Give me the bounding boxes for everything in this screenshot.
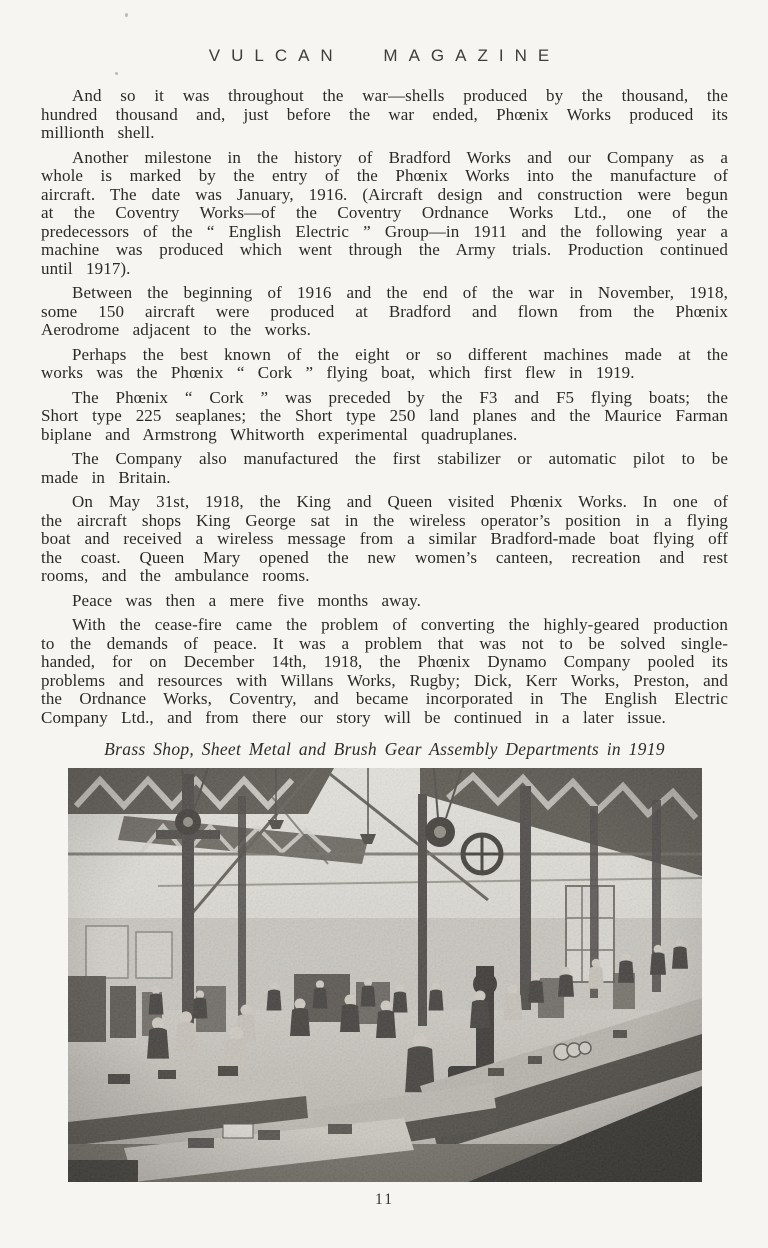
photo-caption: Brass Shop, Sheet Metal and Brush Gear Assembly Departments in 1919 [104, 739, 665, 759]
paragraph: Perhaps the best known of the eight or so different machines made at the works was the Phœnix “ Cork ” flying boat, which first flew in 1919. [41, 344, 728, 382]
scan-speck [125, 13, 128, 17]
factory-photo [68, 768, 702, 1182]
paragraph: With the cease-fire came the problem of converting the highly-geared production to the demands of peace. It was a problem that was not to be solved single-handed, for on December 14th, 1918, the Phœnix Dynamo Company pooled its problems and resources with Willans Works, Rugby; Dick, Kerr Works, Preston, and the Ordnance Works, Coventry, and became incorporated in The English Electric Company Ltd., and from there our story will be continued in a later issue. [41, 615, 728, 727]
paragraph: Between the beginning of 1916 and the end of the war in November, 1918, some 150 aircraft were produced at Bradford and flown from the Phœnix Aerodrome adjacent to the works. [41, 283, 728, 339]
paragraph: The Phœnix “ Cork ” was preceded by the F3 and F5 flying boats; the Short type 225 seaplanes; the Short type 250 land planes and the Maurice Farman biplane and Armstrong Whitworth experimental quadruplanes. [41, 387, 728, 444]
page-footer [41, 1191, 728, 1209]
factory-photo-illustration [68, 768, 702, 1182]
paragraph: On May 31st, 1918, the King and Queen visited Phœnix Works. In one of the aircraft shops King George sat in the wireless operator’s position in a flying boat and received a wireless message from a similar Bradford-made boat flying off the coast. Queen Mary opened the new women’s canteen, recreation and rest rooms, and the ambulance rooms. [41, 492, 728, 585]
page-number: 11 [375, 1191, 394, 1208]
scan-speck [115, 72, 118, 75]
photo-figure [41, 739, 728, 1182]
paragraph: The Company also manufactured the first stabilizer or automatic pilot to be made in Britain. [41, 449, 728, 487]
paragraph: And so it was throughout the war—shells produced by the thousand, the hundred thousand and, just before the war ended, Phœnix Works produced its millionth shell. [41, 86, 728, 142]
magazine-title: VULCAN MAGAZINE [208, 46, 561, 65]
page-header [41, 47, 728, 64]
paragraph: Another milestone in the history of Bradford Works and our Company as a whole is marked by the entry of the Phœnix Works into the manufacture of aircraft. The date was January, 1916. (Aircraft design and construction were begun at the Coventry Works—of the Coventry Ordnance Works Ltd., one of the predecessors of the “ English Electric ” Group—in 1911 and the following year a machine was produced which went through the Army trials. Production continued until 1917). [41, 147, 728, 278]
paragraph: Peace was then a mere five months away. [72, 590, 422, 610]
article-body [41, 87, 728, 727]
